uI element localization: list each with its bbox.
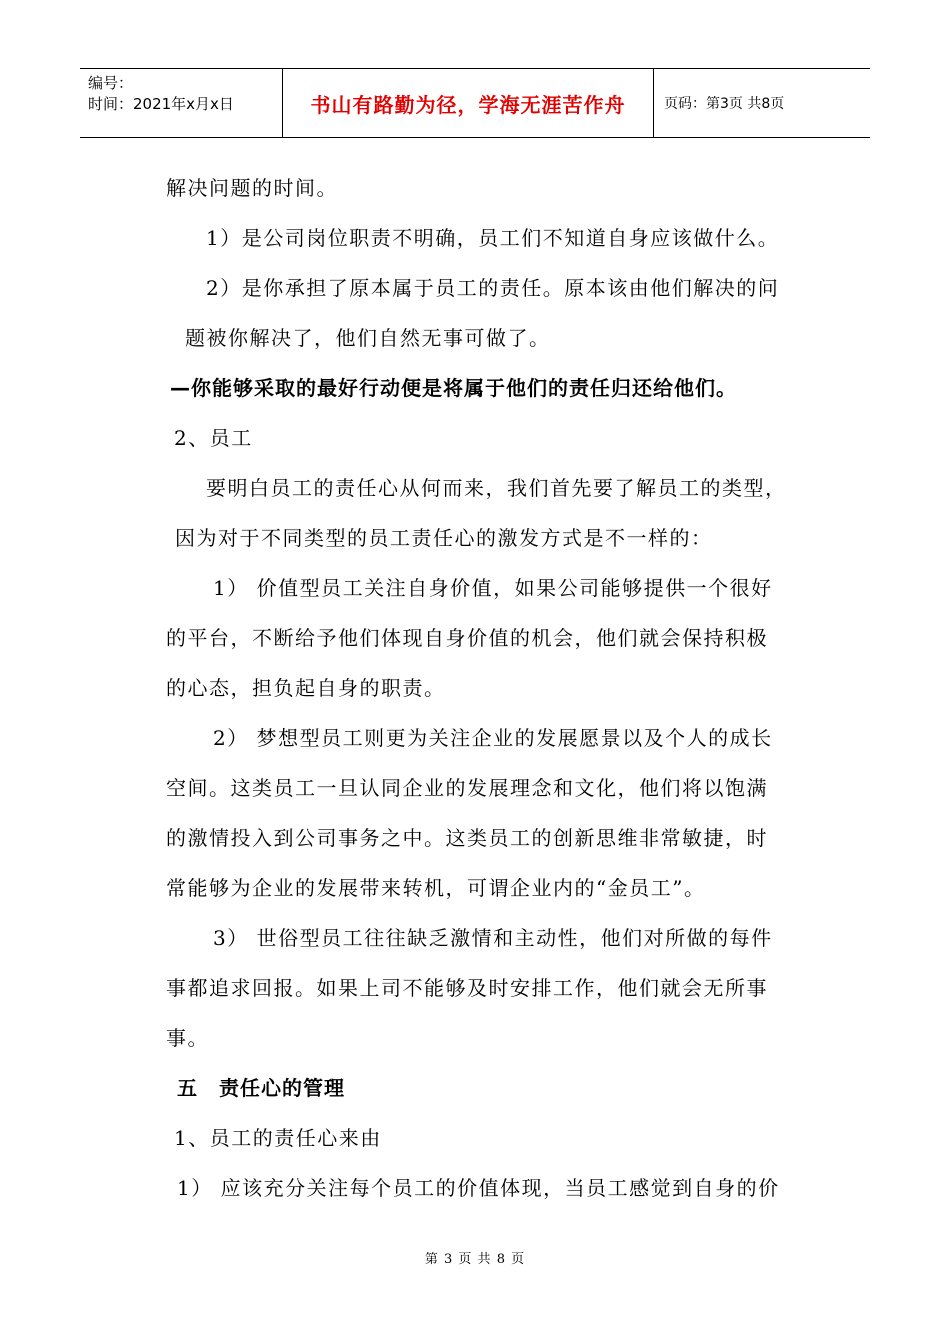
section-heading: 1、员工的责任心来由	[174, 1126, 382, 1150]
date-label: 时间：2021年x月x日	[88, 95, 234, 113]
body-line: 空间。这类员工一旦认同企业的发展理念和文化，他们将以饱满	[166, 776, 768, 800]
body-line: 的激情投入到公司事务之中。这类员工的创新思维非常敏捷，时	[166, 826, 768, 850]
motto: 书山有路勤为径，学海无涯苦作舟	[282, 69, 654, 137]
body-line: 1） 应该充分关注每个员工的价值体现，当员工感觉到自身的价	[177, 1176, 780, 1200]
body-line: 题被你解决了，他们自然无事可做了。	[185, 326, 551, 350]
serial-label: 编号：	[88, 74, 134, 92]
body-line: 解决问题的时间。	[166, 176, 338, 200]
body-line: 3） 世俗型员工往往缺乏激情和主动性，他们对所做的每件	[213, 926, 773, 950]
page-info: 页码：第3页 共8页	[664, 96, 785, 112]
section-heading: 2、员工	[174, 426, 253, 450]
body-line: 1）是公司岗位职责不明确，员工们不知道自身应该做什么。	[206, 226, 780, 250]
page-footer: 第 3 页 共 8 页	[424, 1252, 526, 1267]
body-line: 的心态，担负起自身的职责。	[166, 676, 446, 700]
body-line: 的平台，不断给予他们体现自身价值的机会，他们就会保持积极	[166, 626, 768, 650]
body-line: 2） 梦想型员工则更为关注企业的发展愿景以及个人的成长	[213, 726, 773, 750]
body-line: 1） 价值型员工关注自身价值，如果公司能够提供一个很好	[213, 576, 773, 600]
body-line: 事都追求回报。如果上司不能够及时安排工作，他们就会无所事	[166, 976, 768, 1000]
body-line: 常能够为企业的发展带来转机，可谓企业内的“金员工”。	[166, 876, 706, 900]
header-left-cell	[80, 69, 282, 137]
body-line: 事。	[166, 1026, 209, 1050]
body-line-bold: —你能够采取的最好行动便是将属于他们的责任归还给他们。	[170, 376, 737, 400]
body-line: 因为对于不同类型的员工责任心的激发方式是不一样的：	[175, 526, 713, 550]
body-line: 2）是你承担了原本属于员工的责任。原本该由他们解决的问	[206, 276, 780, 300]
section-heading-bold: 五 责任心的管理	[177, 1076, 345, 1100]
body-line: 要明白员工的责任心从何而来，我们首先要了解员工的类型，	[206, 476, 787, 500]
header-table	[80, 68, 870, 138]
